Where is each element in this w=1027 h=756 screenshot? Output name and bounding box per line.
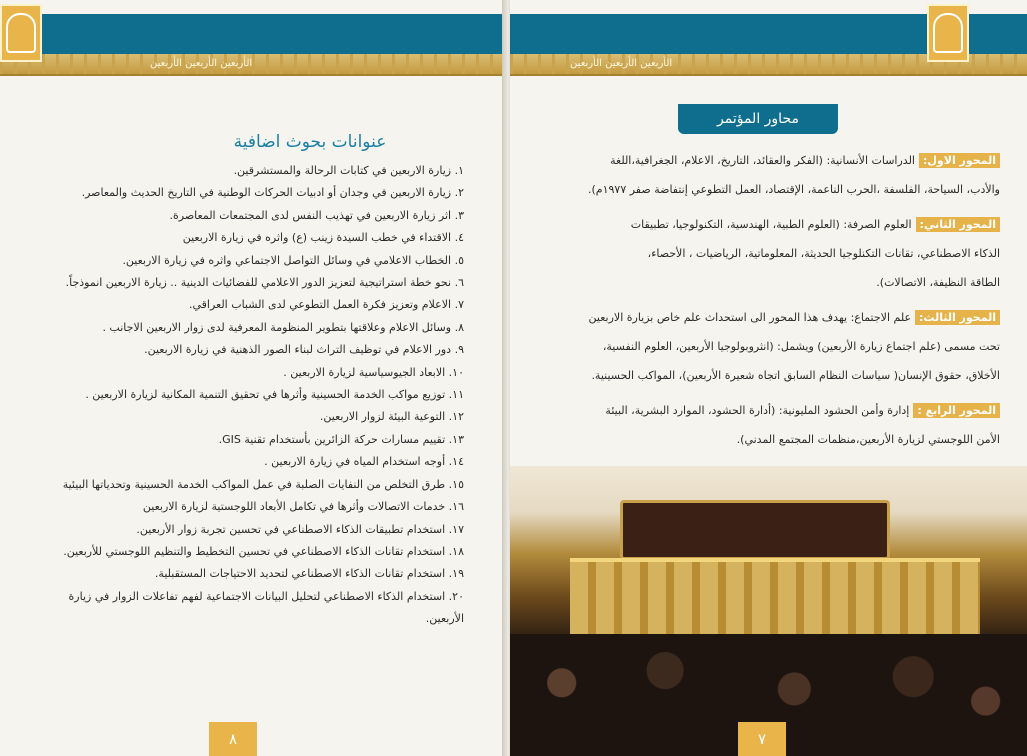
list-item: ٧. الاعلام وتعزيز فكرة العمل التطوعي لدى الشباب العراقي.	[188, 298, 464, 312]
logo	[927, 4, 969, 62]
list-item: ١٠. الابعاد الجيوسياسية لزيارة الاربعين .	[283, 365, 464, 379]
axis-label: المحور الثاني:	[916, 217, 1000, 232]
header-pattern	[0, 54, 506, 76]
axis-3	[550, 303, 1000, 390]
list-item: ١٥. طرق التخلص من النفايات الصلبة في عمل المواكب الخدمة الحسينية وتحدياتها البيئية	[62, 477, 464, 491]
list-item: ٩. دور الاعلام في توظيف التراث لبناء الصور الذهنية في زيارة الاربعين.	[144, 343, 464, 357]
right-page	[510, 0, 1027, 756]
axis-text: الأمن اللوجستي لزيارة الأربعين،منظمات المجتمع المدني).	[736, 433, 1000, 446]
axis-text: تحت مسمى (علم اجتماع زيارة الأربعين) ويشمل: (انثروبولوجيا الأربعين، العلوم النفسية،	[602, 340, 1000, 353]
shrine-roof	[620, 500, 890, 560]
axis-label: المحور الرابع :	[913, 403, 1000, 418]
logo-icon	[6, 13, 36, 53]
list-item: ١٨. استخدام تقانات الذكاء الاصطناعي في تحسين التخطيط والتنظيم اللوجستي للأربعين.	[63, 544, 464, 558]
conference-axes	[550, 146, 1000, 460]
section-title: محاور المؤتمر	[678, 104, 838, 134]
axis-label: المحور الثالث:	[915, 310, 1000, 325]
shrine-photo	[510, 466, 1027, 756]
list-item: ١٩. استخدام تقانات الذكاء الاصطناعي لتحديد الاحتياجات المستقبلية.	[154, 567, 464, 581]
list-item: ٣. اثر زيارة الاربعين في تهذيب النفس لدى المجتمعات المعاصرة.	[169, 208, 464, 222]
axis-text: الأخلاق، حقوق الإنسان( سياسات النظام السابق اتجاه شعيرة الأربعين)، المواكب الحسينية.	[591, 369, 1000, 382]
left-page	[0, 0, 506, 756]
page-title: عنوانات بحوث اضافية	[233, 132, 387, 152]
header-band	[0, 14, 506, 54]
pattern-text: الأربعين الأربعين الأربعين	[150, 58, 253, 69]
list-item: ١١. توزيع مواكب الخدمة الحسينية وأثرها في تحقيق التنمية المكانية لزيارة الاربعين .	[85, 388, 464, 402]
list-item: ٤. الاقتداء في خطب السيدة زينب (ع) واثره في زيارة الاربعين	[182, 231, 464, 245]
list-item: ١٦. خدمات الاتصالات وأثرها في تكامل الأبعاد اللوجستية لزيارة الاربعين	[142, 500, 464, 514]
list-item: ٥. الخطاب الاعلامي في وسائل التواصل الاجتماعي واثره في زيارة الاربعين.	[122, 253, 464, 267]
list-item: ١٧. استخدام تطبيقات الذكاء الاصطناعي في تحسين تجربة زوار الأربعين.	[136, 522, 464, 536]
list-item: ٦. نحو خطة استراتيجية لتعزيز الدور الاعلامي للفضائيات الدينية .. زيارة الاربعين انموذجاً.	[65, 276, 464, 290]
axis-2	[550, 210, 1000, 297]
research-list	[28, 160, 464, 631]
axis-text: الطاقة النظيفة، الاتصالات).	[876, 276, 1000, 289]
pattern-text: الأربعين الأربعين الأربعين	[570, 58, 673, 69]
axis-text: علم الاجتماع: يهدف هذا المحور الى استحداث علم خاص بزيارة الاربعين	[588, 311, 912, 324]
list-item: ١٣. تقييم مسارات حركة الزائرين بأستخدام تقنية GIS.	[218, 432, 464, 446]
page-number: ٨	[209, 722, 257, 756]
list-item: ٢. زيارة الاربعين في وجدان أو ادبيات الحركات الوطنية في التاريخ الحديث والمعاصر.	[81, 186, 464, 200]
logo	[0, 4, 42, 62]
list-item: ١٢. التوعية البيئة لزوار الاربعين.	[319, 410, 464, 424]
list-item: ١٤. أوجه استخدام المياه في زيارة الاربعين .	[264, 455, 464, 469]
axis-text: الذكاء الاصطناعي، تقانات التكنلوجيا الحديثة، المعلوماتية، الرياضيات ، الأحصاء،	[647, 247, 1000, 260]
list-item: ١. زيارة الاربعين في كتابات الرحالة والمستشرقين.	[233, 164, 464, 177]
axis-text: العلوم الصرفة: (العلوم الطبية، الهندسية، التكنولوجيا، تطبيقات	[630, 218, 912, 231]
shrine-body	[570, 558, 980, 638]
axis-text: الدراسات الأنسانية: (الفكر والعقائد، التاريخ، الاعلام، الجغرافية،اللغة	[610, 154, 915, 167]
page-number: ٧	[738, 722, 786, 756]
axis-1	[550, 146, 1000, 204]
axis-text: والأدب، السياحة، الفلسفة ،الحرب الناعمة، الإقتصاد، العمل التطوعي إنتفاضة صفر ١٩٧٧م).	[587, 183, 1000, 196]
list-item: ٢٠. استخدام الذكاء الاصطناعي لتحليل البيانات الاجتماعية لفهم تفاعلات الزوار في زيارة الأربعين.	[68, 589, 464, 626]
list-item: ٨. وسائل الاعلام وعلاقتها بتطوير المنظومة المعرفية لدى زوار الاربعين الاجانب .	[102, 320, 464, 334]
axis-text: إدارة وأمن الحشود المليونية: (أدارة الحشود، الموارد البشرية، البيئة	[605, 404, 910, 417]
axis-4	[550, 396, 1000, 454]
logo-icon	[933, 13, 963, 53]
axis-label: المحور الاول:	[919, 153, 1000, 168]
